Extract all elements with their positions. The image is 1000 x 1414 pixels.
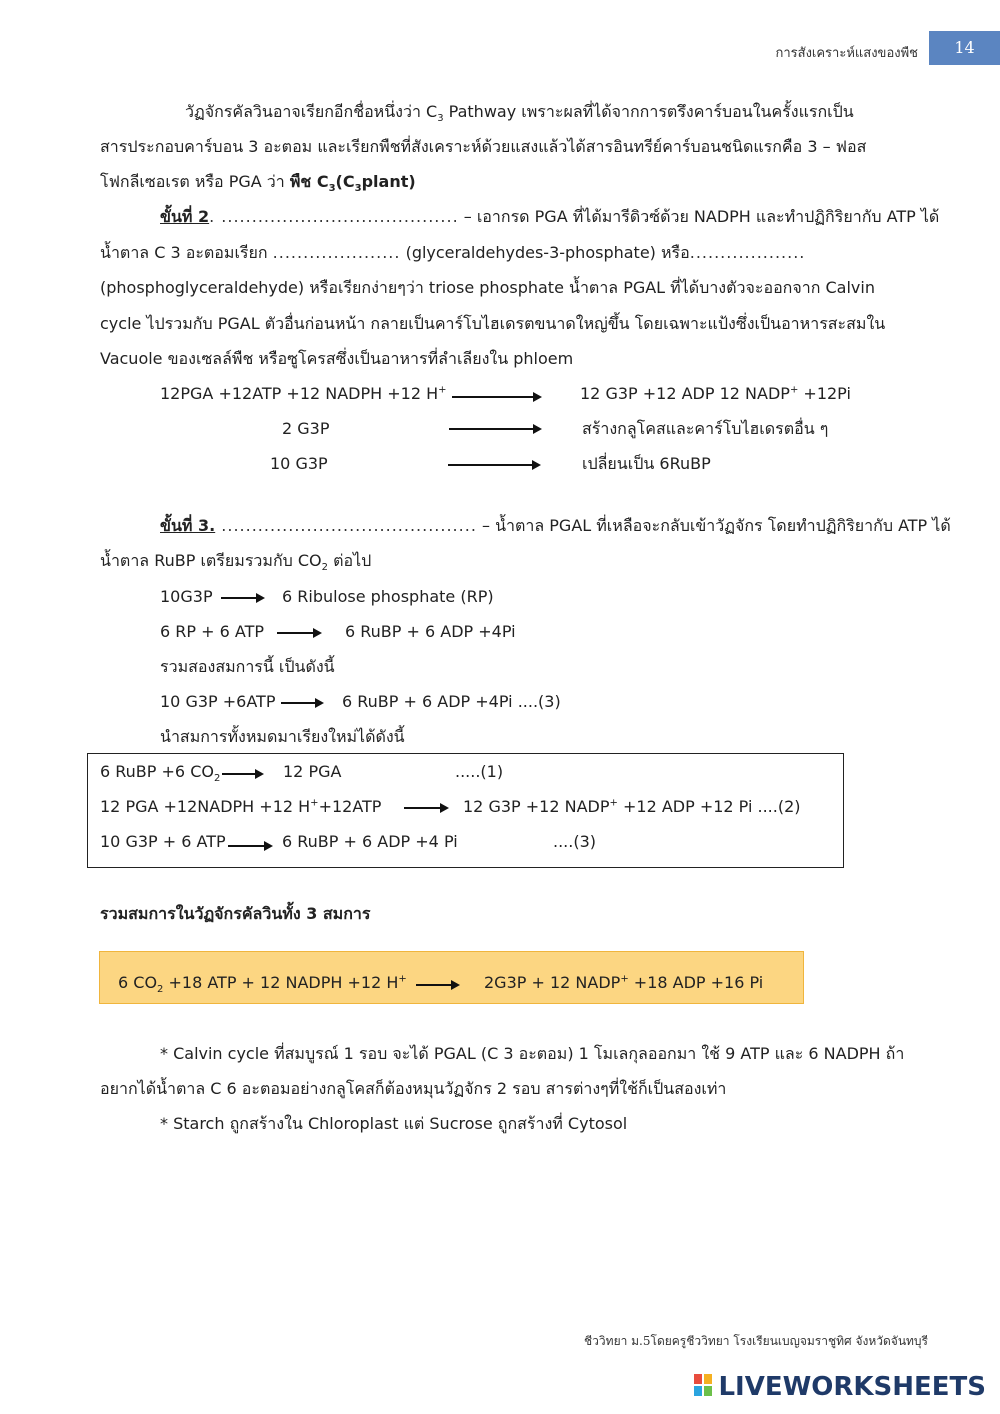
intro-line-2: สารประกอบคาร์บอน 3 อะตอม และเรียกพืชที่สังเคราะห์ด้วยแสงแล้วได้สารอินทรีย์คาร์บอนชนิดแรกคือ 3 – ฟอส [100,137,867,156]
step2-line-2a: น้ำตาล C 3 อะตอมเรียก [100,243,273,262]
step2-line-1-rest: – เอากรด PGA ที่ได้มารีดิวซ์ด้วย NADPH และทำปฏิกิริยากับ ATP ได้ [458,207,940,226]
box-eq2-right: 12 G3P +12 NADP+ +12 ADP +12 Pi ....(2) [463,797,801,816]
summary-right: 2G3P + 12 NADP+ +18 ADP +16 Pi [484,973,764,992]
arrow-icon [221,597,263,599]
summary-left: 6 $CO_2 +18$ ATP + 12 NADPH +12 H+ [118,973,407,996]
arrow-icon [404,807,447,809]
step2-eq3-left: 10 G3P [270,454,328,473]
header-title: การสังเคราะห์แสงของพืช [775,46,918,61]
intro-line-3a: โฟกลีเซอเรต หรือ PGA ว่า [100,172,290,191]
footer-credit: ชีววิทยา ม.5โดยครูชีววิทยา โรงเรียนเบญจมราชูทิศ จังหวัดจันทบุรี [584,1334,928,1348]
box-eq1-num: .....(1) [455,762,504,781]
arrow-icon [416,984,458,986]
step3-eq1-left: 10G3P [160,587,213,606]
box-eq3-right: 6 RuBP + 6 ADP +4 Pi [282,832,458,851]
step2-line-1 [160,207,939,227]
step2-line-2b: (glyceraldehydes-3-phosphate) หรือ [400,243,690,262]
step3-eq2-right: 6 RuBP + 6 ADP +4Pi [345,622,516,641]
intro-line-1a: วัฏจักรคัลวินอาจเรียกอีกชื่อหนึ่งว่า C [185,102,438,121]
step2-blank-3[interactable]: ................... [689,243,806,262]
note-1-line-2: อยากได้น้ำตาล C 6 อะตอมอย่างกลูโคสก็ต้องหมุนวัฏจักร 2 รอบ สารต่างๆที่ใช้ก็เป็นสองเท่า [100,1079,727,1098]
note-2: * Starch ถูกสร้างใน Chloroplast แต่ Sucrose ถูกสร้างที่ Cytosol [160,1114,628,1133]
step2-line-3: (phosphoglyceraldehyde) หรือเรียกง่ายๆว่า triose phosphate น้ำตาล PGAL ที่ได้บางตัวจะออกจาก Calvin [100,278,875,297]
arrow-icon [281,702,322,704]
arrow-icon [277,632,320,634]
page-number: 14 [929,31,1000,65]
step2-eq2-right: สร้างกลูโคสและคาร์โบไฮเดรตอื่น ๆ [582,419,829,438]
step2-line-2 [100,243,805,263]
arrow-icon [449,428,540,430]
step2-eq2-left: 2 G3P [282,419,330,438]
step3-eq1-right: 6 Ribulose phosphate (RP) [282,587,494,606]
step3-line-1 [160,516,951,536]
combine-label: รวมสองสมการนี้ เป็นดังนี้ [160,657,335,676]
box-eq1-left: 6 RuBP +6 $CO_2$ [100,762,221,785]
liveworksheets-icon [694,1374,714,1398]
liveworksheets-logo[interactable] [694,1372,986,1402]
box-eq3-num: ....(3) [553,832,597,851]
step2-line-5: Vacuole ของเซลล์พืช หรือซูโครสซึ่งเป็นอาหารที่ลำเลียงใน phloem [100,349,574,368]
step2-label: ขั้นที่ 2 [160,207,210,226]
step3-line-2: น้ำตาล RuBP เตรียมรวมกับ $CO_2$ ต่อไป [100,551,372,574]
summary-heading: รวมสมการในวัฏจักรคัลวินทั้ง 3 สมการ [100,904,371,923]
box-eq1-right: 12 PGA [283,762,342,781]
box-eq3-left: 10 G3P + 6 ATP [100,832,226,851]
arrow-icon [222,773,262,775]
box-eq2-left: 12 PGA +12NADPH +12 H++12ATP [100,797,382,816]
step2-line-4: cycle ไปรวมกับ PGAL ตัวอื่นก่อนหน้า กลายเป็นคาร์โบไฮเดรตขนาดใหญ่ขึ้น โดยเฉพาะแป้งซึ่งเป็นอาหารสะสมใน [100,314,886,333]
intro-line-3 [100,172,416,195]
step3-blank-1[interactable]: .......................................... [215,516,477,535]
step3-eq3-left: 10 G3P +6ATP [160,692,276,711]
arrow-icon [448,464,539,466]
step2-eq1-left: 12PGA +12ATP +12 NADPH +12 H+ [160,384,447,403]
note-1-line-1: * Calvin cycle ที่สมบูรณ์ 1 รอบ จะได้ PGAL (C 3 อะตอม) 1 โมเลกุลออกมา ใช้ 9 ATP และ 6 NADPH ถ้า [160,1044,905,1063]
step3-eq2-left: 6 RP + 6 ATP [160,622,264,641]
step2-blank-1[interactable]: . ....................................... [209,207,459,226]
intro-line-1b: Pathway เพราะผลที่ได้จากการตรึงคาร์บอนในครั้งแรกเป็น [443,102,854,121]
step3-line-1-rest: – น้ำตาล PGAL ที่เหลือจะกลับเข้าวัฏจักร โดยทำปฏิกิริยากับ ATP ได้ [476,516,951,535]
liveworksheets-text: LIVEWORKSHEETS [718,1372,986,1402]
c3-plant-label: พืช $C_3(C_3plant)$ [289,172,416,195]
arrow-icon [228,845,271,847]
step2-eq3-right: เปลี่ยนเป็น 6RuBP [582,454,711,473]
rearrange-label: นำสมการทั้งหมดมาเรียงใหม่ได้ดังนี้ [160,727,405,746]
step2-blank-2[interactable]: ..................... [272,243,401,262]
step3-label: ขั้นที่ 3. [160,516,216,535]
intro-line-1 [185,102,854,125]
step3-eq3-right: 6 RuBP + 6 ADP +4Pi ....(3) [342,692,561,711]
arrow-icon [452,396,540,398]
intro-line-1-sub: 3 [437,113,444,125]
step2-eq1-right: 12 G3P +12 ADP 12 NADP+ +12Pi [580,384,851,403]
